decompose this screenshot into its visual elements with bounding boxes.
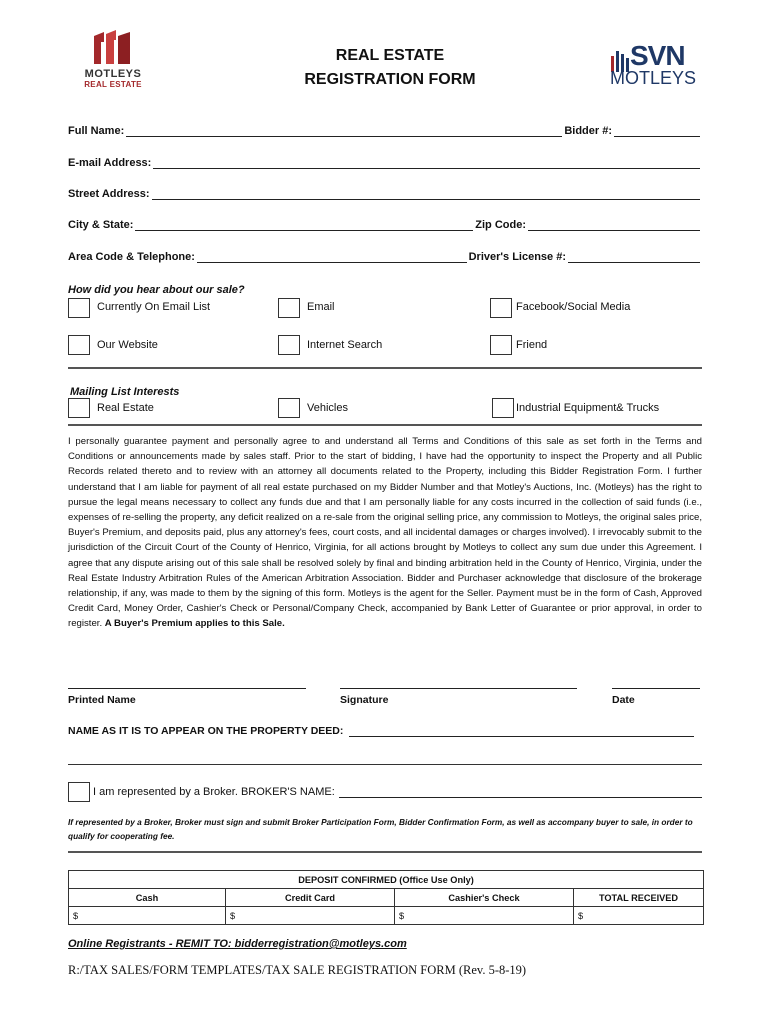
currency-symbol: $ [73, 910, 79, 921]
cash-cell[interactable] [69, 907, 226, 925]
option-social-media: Facebook/Social Media [516, 301, 631, 313]
option-vehicles: Vehicles [307, 402, 348, 414]
full-name-row [68, 121, 702, 137]
checkbox-vehicles[interactable] [278, 398, 300, 418]
option-email: Email [307, 301, 335, 313]
divider [68, 851, 702, 853]
checkbox-broker[interactable] [68, 782, 90, 802]
option-website: Our Website [97, 339, 158, 351]
broker-row [93, 786, 702, 798]
logo-right-line1: SVN [630, 40, 685, 71]
deed-second-line[interactable] [68, 764, 702, 765]
license-field[interactable] [568, 251, 700, 263]
motleys-real-estate-logo [78, 28, 148, 98]
phone-label: Area Code & Telephone: [68, 251, 195, 263]
terms-paragraph [68, 434, 702, 632]
email-row [68, 153, 702, 169]
zip-label: Zip Code: [475, 219, 526, 231]
checkbox-industrial[interactable] [492, 398, 514, 418]
terms-premium-note: A Buyer's Premium applies to this Sale. [104, 618, 285, 630]
street-field[interactable] [152, 188, 700, 200]
checkbox-friend[interactable] [490, 335, 512, 355]
bidder-label: Bidder #: [564, 125, 612, 137]
broker-note: If represented by a Broker, Broker must sign and submit Broker Participation Form, Bidder Confirmation Form, as well as accompany buyer to sale, in order to qualify for cooperating fee. [68, 817, 693, 841]
checkbox-website[interactable] [68, 335, 90, 355]
motleys-logo-icon [88, 28, 138, 66]
phone-field[interactable] [197, 251, 467, 263]
signature-label: Signature [340, 694, 389, 706]
svn-motleys-logo [610, 40, 710, 89]
terms-body: I personally guarantee payment and personally agree to and understand all Terms and Conditions of this sale as set forth in the Terms and Conditions or announcements made by sales staff. Prior to the start of bidding, I have had the opportunity to inspect the Property and all Public Records related thereto and to review with an attorney all documents related to the Property, including this Bidder Registration Form. I further understand that I am liable for payment of all real estate purchased on my Bidder Number and that Motley's Auctions, Inc. (Motleys) has the right to pursue the legal means necessary to collect any funds due and that I am personally liable for any costs incurred in the collection of said funds (i.e., expenses of re-selling the property, any deficit realized on a re-sale from the original selling price, any commission to Motleys, the original sales price, Buyer's Premium, and deposits paid, plus any attorney's fees, court costs, and all incidental damages or charges involved). I irrevocably submit to the jurisdiction of the Circuit Court of the County of Henrico, Virginia, for all actions brought by Motleys to collect any sum due under this Agreement. I agree that any dispute arising out of this sale shall be resolved solely by final and binding arbitration held in the County of Henrico, Virginia, under the Real Estate Industry Arbitration Rules of the American Arbitration Association. Bidder and Purchaser acknowledge that disclosure of the brokerage relationship, if any, was made to them by the signing of this form. Motleys is the agent for the Seller. Payment must be in the form of Cash, Approved Credit Card, Money Order, Cashier's Check or Personal/Company Check, accompanied by Bank Letter of Guarantee or prior approval, in order to register. [68, 436, 702, 630]
col-cash: Cash [69, 889, 226, 907]
deed-row [68, 725, 708, 737]
logo-left-line1: MOTLEYS [84, 68, 142, 80]
option-real-estate: Real Estate [97, 402, 154, 414]
option-industrial: Industrial Equipment& Trucks [516, 402, 660, 414]
broker-label: I am represented by a Broker. BROKER'S NAME: [93, 786, 335, 798]
email-label: E-mail Address: [68, 157, 152, 169]
deed-label: NAME AS IT IS TO APPEAR ON THE PROPERTY DEED: [68, 725, 344, 737]
mailing-list-title: Mailing List Interests [70, 386, 180, 398]
city-state-field[interactable] [135, 219, 473, 231]
phone-row [68, 247, 702, 263]
signature-line[interactable] [340, 688, 577, 689]
divider [68, 367, 702, 369]
currency-symbol: $ [578, 910, 584, 921]
col-total-received: TOTAL RECEIVED [574, 889, 704, 907]
date-line[interactable] [612, 688, 700, 689]
deposit-title: DEPOSIT CONFIRMED (Office Use Only) [69, 871, 704, 889]
deed-name-field[interactable] [349, 726, 694, 737]
printed-name-label: Printed Name [68, 694, 136, 706]
col-credit-card: Credit Card [226, 889, 395, 907]
street-row [68, 184, 702, 200]
currency-symbol: $ [399, 910, 405, 921]
currency-symbol: $ [230, 910, 236, 921]
checkbox-real-estate[interactable] [68, 398, 90, 418]
title-line2: REGISTRATION FORM [304, 71, 476, 88]
checkbox-internet-search[interactable] [278, 335, 300, 355]
logo-right-line2: MOTLEYS [610, 68, 697, 88]
option-friend: Friend [516, 339, 548, 351]
page-title [240, 44, 540, 92]
option-email-list: Currently On Email List [97, 301, 211, 313]
total-received-cell[interactable] [574, 907, 704, 925]
zip-field[interactable] [528, 219, 700, 231]
license-label: Driver's License #: [468, 251, 566, 263]
checkbox-email[interactable] [278, 298, 300, 318]
col-cashiers-check: Cashier's Check [395, 889, 574, 907]
option-internet-search: Internet Search [307, 339, 383, 351]
cashiers-check-cell[interactable] [395, 907, 574, 925]
city-state-label: City & State: [68, 219, 134, 231]
bidder-field[interactable] [614, 125, 700, 137]
footer-path: R:/TAX SALES/FORM TEMPLATES/TAX SALE REGISTRATION FORM (Rev. 5-8-19) [68, 963, 527, 977]
title-line1: REAL ESTATE [335, 47, 445, 64]
logo-left-line2: REAL ESTATE [84, 80, 142, 89]
checkbox-social-media[interactable] [490, 298, 512, 318]
full-name-label: Full Name: [68, 125, 125, 137]
credit-card-cell[interactable] [226, 907, 395, 925]
deposit-table [68, 870, 704, 925]
city-row [68, 215, 702, 231]
full-name-field[interactable] [126, 125, 562, 137]
email-field[interactable] [153, 157, 700, 169]
broker-name-field[interactable] [339, 787, 702, 798]
divider [68, 424, 702, 426]
street-label: Street Address: [68, 188, 150, 200]
how-heard-question: How did you hear about our sale? [68, 284, 245, 296]
checkbox-email-list[interactable] [68, 298, 90, 318]
printed-name-line[interactable] [68, 688, 306, 689]
date-label: Date [612, 694, 635, 706]
online-registrants-link[interactable]: Online Registrants - REMIT TO: bidderregistration@motleys.com [68, 938, 407, 950]
